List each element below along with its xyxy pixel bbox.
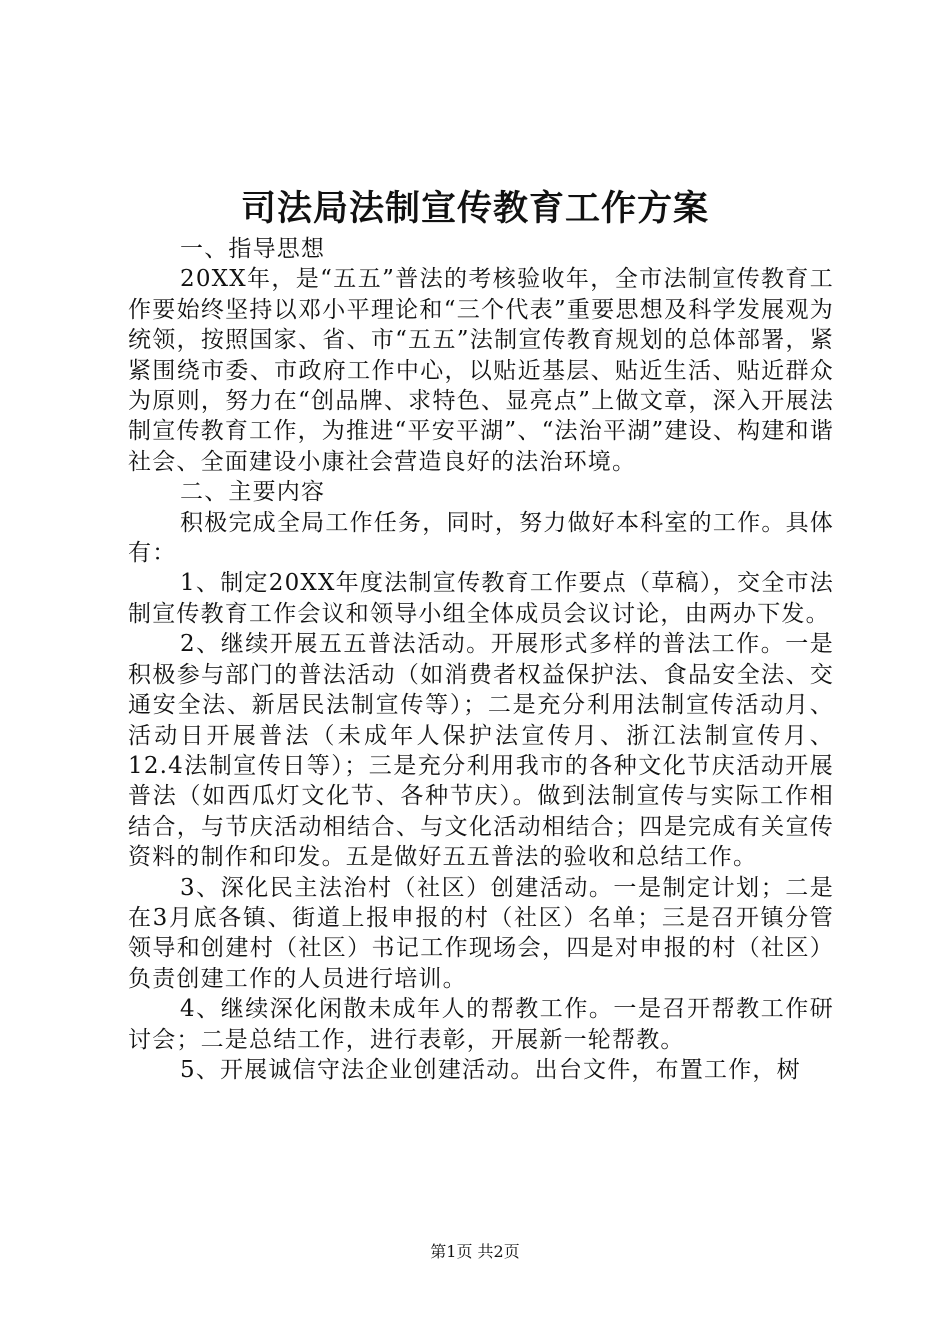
section-heading-guiding-ideology: 一、指导思想 — [180, 236, 326, 262]
list-item: 1、制定20XX年度法制宣传教育工作要点（草稿），交全市法制宣传教育工作会议和领导小组全体成员会议讨论，由两办下发。 — [128, 570, 834, 627]
page-number-footer: 第1页 共2页 — [430, 1242, 520, 1261]
document-body — [128, 234, 834, 1085]
list-item: 5、开展诚信守法企业创建活动。出台文件，布置工作，树 — [180, 1056, 801, 1083]
list-item: 4、继续深化闲散未成年人的帮教工作。一是召开帮教工作研讨会；二是总结工作，进行表彰，开展新一轮帮教。 — [128, 996, 834, 1053]
document-title: 司法局法制宣传教育工作方案 — [240, 188, 709, 229]
paragraph: 20XX年，是“五五”普法的考核验收年，全市法制宣传教育工作要始终坚持以邓小平理论和“三个代表”重要思想及科学发展观为统领，按照国家、省、市“五五”法制宣传教育规划的总体部署，紧紧围绕市委、市政府工作中心，以贴近基层、贴近生活、贴近群众为原则，努力在“创品牌、求特色、显亮点”上做文章，深入开展法制宣传教育工作，为推进“平安平湖”、“法治平湖”建设、构建和谐社会、全面建设小康社会营造良好的法治环境。 — [128, 266, 834, 475]
section-heading-main-content: 二、主要内容 — [180, 479, 326, 506]
list-item: 3、深化民主法治村（社区）创建活动。一是制定计划；二是在3月底各镇、街道上报申报的村（社区）名单；三是召开镇分管领导和创建村（社区）书记工作现场会，四是对申报的村（社区）负责创建工作的人员进行培训。 — [128, 874, 834, 992]
list-item: 2、继续开展五五普法活动。开展形式多样的普法工作。一是积极参与部门的普法活动（如消费者权益保护法、食品安全法、交通安全法、新居民法制宣传等）；二是充分利用法制宣传活动月、活动日开展普法（未成年人保护法宣传月、浙江法制宣传月、12.4法制宣传日等）；三是充分利用我市的各种文化节庆活动开展普法（如西瓜灯文化节、各种节庆）。做到法制宣传与实际工作相结合，与节庆活动相结合、与文化活动相结合；四是完成有关宣传资料的制作和印发。五是做好五五普法的验收和总结工作。 — [128, 631, 834, 871]
paragraph: 积极完成全局工作任务，同时，努力做好本科室的工作。具体有： — [128, 509, 834, 567]
